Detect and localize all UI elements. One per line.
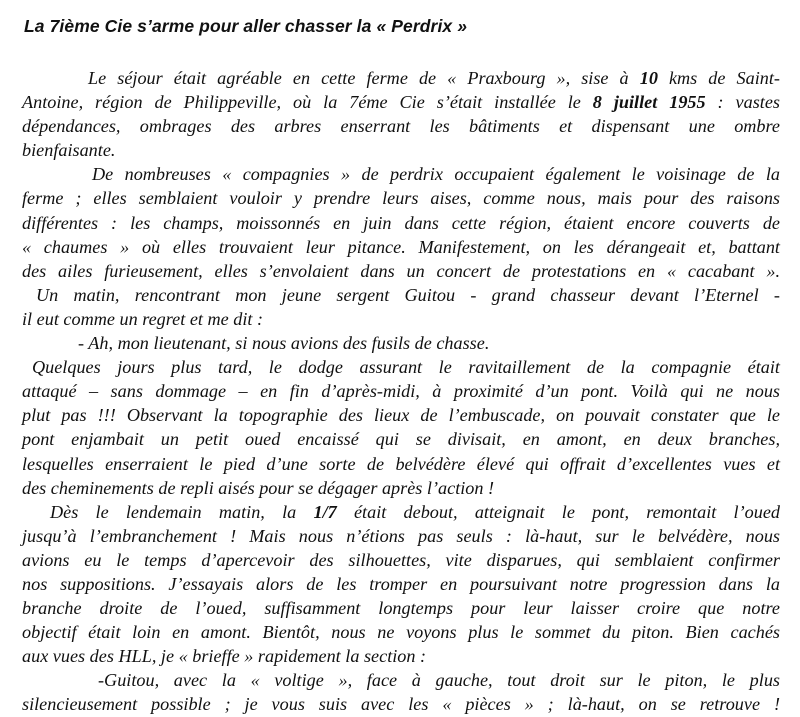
page-title: La 7ième Cie s’arme pour aller chasser la « Perdrix » bbox=[24, 16, 468, 36]
paragraph-line bbox=[22, 500, 780, 524]
paragraph-line: pont enjambait un petit oued encaissé qui se divisait, en amont, en deux branches, bbox=[22, 429, 780, 450]
paragraph-line: des cheminements de repli aisés pour se dégager après l’action ! bbox=[22, 477, 495, 498]
paragraph-line: branche droite de l’oued, suffisamment longtemps pour leur laisser croire que notre bbox=[22, 598, 780, 619]
text-run: était debout, atteignait le pont, remontait l’oued bbox=[336, 501, 780, 522]
paragraph-line: - Ah, mon lieutenant, si nous avions des fusils de chasse. bbox=[78, 333, 490, 354]
text-run: : vastes bbox=[705, 92, 780, 113]
text-run: kms de Saint- bbox=[657, 68, 780, 88]
paragraph-line: bienfaisante. bbox=[22, 140, 116, 161]
text-run: Le séjour était agréable en cette ferme de « Praxbourg », sise à bbox=[88, 68, 640, 88]
paragraph-line: aux vues des HLL, je « brieffe » rapidement la section : bbox=[22, 646, 427, 667]
paragraph-line: plut pas !!! Observant la topographie des lieux de l’embuscade, on pouvait constater que le bbox=[22, 405, 780, 426]
paragraph-line: jusqu’à l’embranchement ! Mais nous n’étions pas seuls : là-haut, sur le belvédère, nous bbox=[22, 525, 780, 546]
paragraph-line: nos suppositions. J’essayais alors de les tromper en poursuivant notre progression dans la bbox=[22, 573, 780, 594]
text-run: Antoine, région de Philippeville, où la 7éme Cie s’était installée le bbox=[22, 92, 593, 113]
paragraph-line: il eut comme un regret et me dit : bbox=[22, 308, 264, 329]
paragraph-line: Un matin, rencontrant mon jeune sergent Guitou - grand chasseur devant l’Eternel - bbox=[36, 284, 780, 305]
paragraph-line: -Guitou, avec la « voltige », face à gauche, tout droit sur le piton, le plus bbox=[98, 670, 780, 691]
text-run-bold: 10 bbox=[639, 68, 658, 88]
paragraph-line: différentes : les champs, moissonnés en juin dans cette région, étaient encore couverts de bbox=[22, 212, 780, 233]
paragraph-line bbox=[22, 90, 780, 114]
paragraph-line: Quelques jours plus tard, le dodge assurant le ravitaillement de la compagnie était bbox=[32, 357, 780, 378]
text-run: Dès le lendemain matin, la bbox=[50, 501, 314, 522]
paragraph-line: lesquelles enserraient le pied d’une sorte de belvédère élevé qui offrait d’excellentes vues et bbox=[22, 453, 780, 474]
paragraph-line: attaqué – sans dommage – en fin d’après-midi, à proximité d’un pont. Voilà qui ne nous bbox=[22, 381, 780, 402]
paragraph-line: objectif était loin en amont. Bientôt, nous ne voyons plus le sommet du piton. Bien cachés bbox=[22, 622, 780, 643]
paragraph-line: dépendances, ombrages des arbres enserrant les bâtiments et dispensant une ombre bbox=[22, 116, 780, 137]
paragraph-line: silencieusement possible ; je vous suis avec les « pièces » ; là-haut, on se retrouve ! bbox=[22, 694, 780, 715]
paragraph-line: des ailes furieusement, elles s’envolaient dans un concert de protestations en « cacabant ». bbox=[22, 260, 780, 281]
paragraph-line: avions eu le temps d’apercevoir des silhouettes, vite disparues, qui semblaient confirmer bbox=[22, 549, 780, 570]
text-run-bold: 8 juillet 1955 bbox=[592, 92, 706, 113]
paragraph-line: « chaumes » où elles trouvaient leur pitance. Manifestement, on les dérangeait et, battant bbox=[22, 236, 780, 257]
paragraph-line bbox=[22, 66, 780, 90]
paragraph-line: ferme ; elles semblaient vouloir y prendre leurs aises, comme nous, mais pour des raisons bbox=[22, 188, 780, 209]
text-run-bold: 1/7 bbox=[313, 501, 337, 522]
paragraph-line: De nombreuses « compagnies » de perdrix occupaient également le voisinage de la bbox=[92, 164, 780, 185]
body-text bbox=[22, 66, 780, 717]
